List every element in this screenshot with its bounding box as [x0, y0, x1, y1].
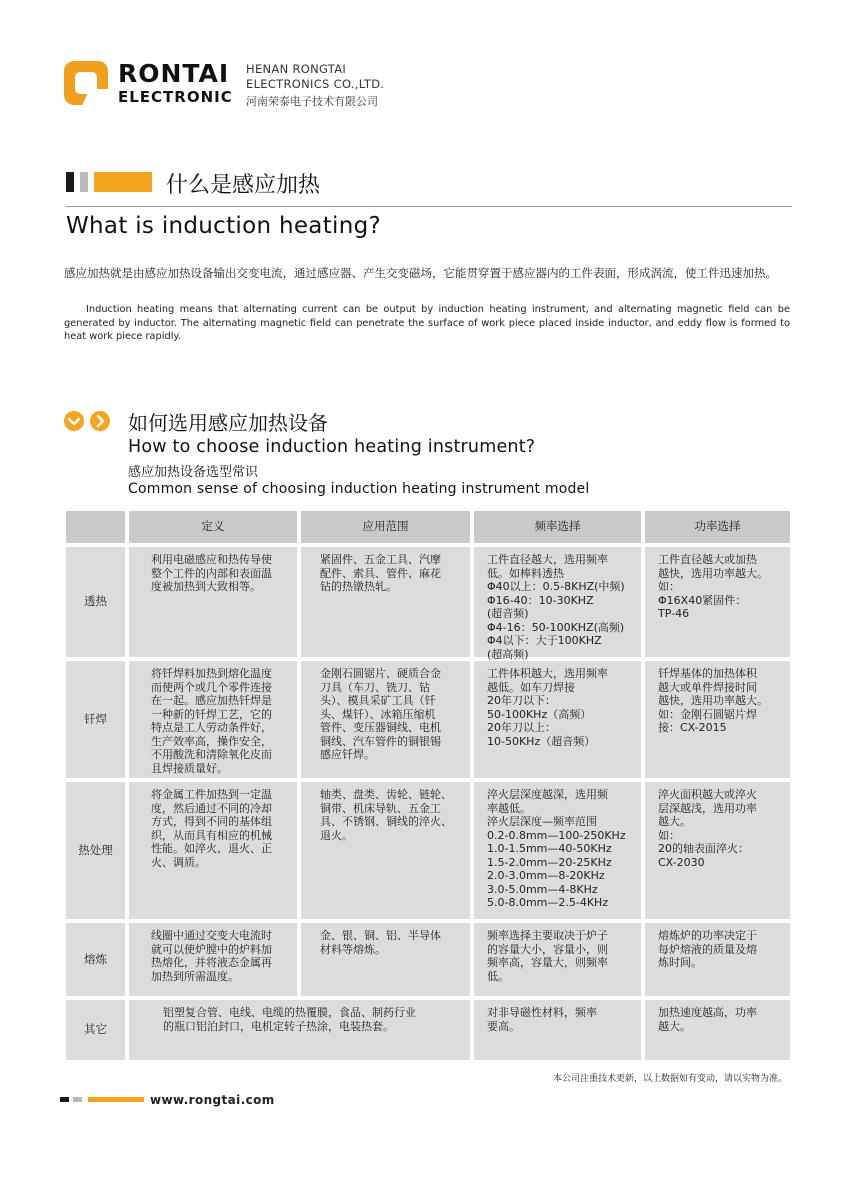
cell-line: 就可以使炉膛中的炉料加	[151, 942, 272, 956]
table-cell-frequency	[474, 782, 641, 919]
cell-line: 每炉熔液的质量及熔	[658, 942, 757, 956]
section2-title-en: How to choose induction heating instrument?	[128, 437, 536, 457]
cell-line: 钎焊基体的加热体积	[658, 667, 757, 680]
cell-line: 方式，得到不同的基体组	[151, 815, 272, 828]
company-name-en-line2: ELECTRONICS CO.,LTD.	[246, 77, 385, 91]
cell-line: 越快，选用功率越大。	[658, 566, 768, 580]
cell-line: 加热到所需温度。	[151, 969, 239, 983]
cell-line: (超高频)	[487, 647, 529, 661]
cell-line: 性能。如淬火、退火、正	[151, 842, 272, 855]
cell-line: 低。如棒料透热	[487, 566, 564, 580]
cell-line: 将钎焊料加热到熔化温度	[151, 667, 272, 680]
footer-bar-dark	[60, 1097, 69, 1102]
company-name-en	[246, 62, 384, 92]
cell-line: 感应钎焊。	[320, 748, 375, 761]
chevron-right-icon	[90, 411, 110, 431]
cell-line: (超音频)	[487, 607, 529, 620]
table-cell-power	[645, 547, 790, 657]
cell-line: 工件直径越大，选用频率	[487, 553, 608, 566]
cell-line: 要高。	[487, 1019, 520, 1033]
table-cell-application	[301, 661, 470, 778]
table-cell-definition-application	[129, 1000, 470, 1060]
table-cell-definition	[129, 782, 297, 919]
logo-wordmark: RONTAI	[118, 59, 230, 88]
cell-line: 越大。	[658, 815, 691, 828]
cell-line: 一种新的钎焊工艺，它的	[151, 707, 272, 721]
cell-line: 接：CX-2015	[658, 721, 727, 734]
cell-line: 生产效率高，操作安全，	[151, 734, 272, 748]
table-header-cell: 应用范围	[301, 511, 470, 543]
cell-line: Φ16-40：10-30KHZ	[487, 593, 594, 607]
footer-bar-orange	[88, 1097, 144, 1102]
cell-line: 2.0-3.0mm—8-20KHz	[487, 869, 605, 882]
cell-line: 不用酸洗和清除氧化皮而	[151, 748, 272, 761]
cell-line: 对非导磁性材料，频率	[487, 1006, 597, 1019]
section1-title-en: What is induction heating?	[66, 213, 381, 239]
cell-line: 1.0-1.5mm—40-50KHz	[487, 842, 612, 855]
company-name-en-line1: HENAN RONGTAI	[246, 62, 347, 76]
table-cell-power	[645, 1000, 790, 1060]
section-divider	[66, 206, 792, 207]
row-label: 熔炼	[66, 923, 125, 996]
cell-line: 而使两个或几个零件连接	[151, 680, 272, 694]
cell-line: 的容量大小，容量小，则	[487, 942, 608, 956]
cell-line: 5.0-8.0mm—2.5-4KHz	[487, 896, 609, 909]
cell-line: 加热速度越高，功率	[658, 1006, 757, 1019]
section1-title-zh: 什么是感应加热	[166, 173, 321, 198]
cell-line: 1.5-2.0mm—20-25KHz	[487, 855, 612, 869]
cell-line: 10-50KHz（超音频）	[487, 734, 596, 748]
cell-line: 材料等熔炼。	[320, 942, 386, 956]
table-cell-power	[645, 782, 790, 919]
heading-bar-orange	[94, 172, 152, 192]
cell-line: 火、调质。	[151, 855, 206, 869]
cell-line: 铝塑复合管、电线、电缆的热覆膜，食品、制药行业	[163, 1006, 416, 1019]
cell-line: 50-100KHz（高频）	[487, 707, 592, 721]
cell-line: 越大或单件焊接时间	[658, 680, 757, 694]
cell-line: 0.2-0.8mm—100-250KHz	[487, 828, 626, 842]
table-cell-frequency	[474, 1000, 641, 1060]
section2-subtitle-en: Common sense of choosing induction heating instrument model	[128, 481, 590, 497]
cell-line: 的瓶口铝泊封口，电机定转子热涂，电装热套。	[163, 1019, 394, 1033]
cell-line: 铜带、机床导轨、五金工	[320, 801, 441, 815]
cell-line: TP-46	[658, 607, 690, 620]
cell-line: 轴类、盘类、齿轮、链轮、	[320, 788, 452, 801]
row-label: 钎焊	[66, 661, 125, 778]
cell-line: 退火。	[320, 828, 353, 842]
cell-line: 管件、变压器铜线、电机	[320, 721, 441, 734]
cell-line: 淬火层深度越深，选用频	[487, 788, 608, 801]
cell-line: 越低。如车刀焊接	[487, 680, 575, 694]
table-header-corner	[66, 511, 125, 543]
table-header-cell: 功率选择	[645, 511, 790, 543]
table-header-cell: 定义	[129, 511, 297, 543]
cell-line: 线圈中通过交变大电流时	[151, 929, 272, 942]
cell-line: 头、煤钎）、冰箱压缩机	[320, 707, 436, 721]
row-label: 透热	[66, 547, 125, 657]
cell-line: 热熔化，并将液态金属再	[151, 956, 272, 969]
cell-line: 淬火面积越大或淬火	[658, 788, 757, 801]
table-cell-definition	[129, 661, 297, 778]
cell-line: 频率高，容量大，则频率	[487, 956, 608, 969]
logo-subtitle: ELECTRONIC	[118, 88, 233, 106]
cell-line: 金、银、铜、铝、半导体	[320, 929, 441, 942]
intro-paragraph-en: Induction heating means that alternating current can be output by induction heating instrument, and alternating magnetic field can be generated by inductor. The alternating magnetic field can penetrate the surface of work piece placed inside inductor, and eddy flow is formed to heat work piece rapidly.	[64, 304, 790, 342]
cell-line: 20年刀以上：	[487, 721, 556, 734]
cell-line: 如：	[658, 580, 680, 593]
table-cell-application	[301, 782, 470, 919]
table-cell-frequency	[474, 923, 641, 996]
table-cell-application	[301, 923, 470, 996]
cell-line: 特点是工人劳动条件好，	[151, 721, 272, 734]
cell-line: 20的轴表面淬火：	[658, 842, 749, 855]
table-cell-definition	[129, 547, 297, 657]
cell-line: 熔炼炉的功率决定于	[658, 929, 757, 942]
footer-bar-gray	[73, 1097, 82, 1102]
cell-line: 头）、模具采矿工具（钎	[320, 694, 436, 707]
table-cell-definition	[129, 923, 297, 996]
cell-line: 金刚石圆锯片、硬质合金	[320, 667, 441, 680]
cell-line: 且焊接质量好。	[151, 761, 228, 775]
cell-line: 刀具（车刀、铣刀、钻	[320, 680, 430, 694]
cell-line: 紧固件、五金工具、汽摩	[320, 553, 441, 566]
table-cell-frequency	[474, 547, 641, 661]
cell-line: 淬火层深度—频率范围	[487, 815, 597, 828]
row-label: 其它	[66, 1000, 125, 1060]
cell-line: 在一起。感应加热钎焊是	[151, 694, 272, 707]
logo-icon	[64, 61, 108, 105]
cell-line: 利用电磁感应和热传导使	[151, 553, 272, 566]
cell-line: 如：	[658, 828, 680, 842]
cell-line: 配件、索具、管件、麻花	[320, 566, 441, 580]
chevron-down-icon	[64, 411, 84, 431]
cell-line: 低。	[487, 969, 509, 983]
cell-line: 层深越浅，选用功率	[658, 801, 757, 815]
cell-line: 越大。	[658, 1019, 691, 1033]
cell-line: 20年刀以下：	[487, 694, 556, 707]
cell-line: 越快，选用功率越大。	[658, 694, 768, 707]
row-label: 热处理	[66, 782, 125, 919]
cell-line: 3.0-5.0mm—4-8KHz	[487, 882, 598, 896]
cell-line: Φ4以下：大于100KHZ	[487, 634, 602, 647]
website-link[interactable]: www.rongtai.com	[150, 1093, 275, 1107]
company-name-zh: 河南荣泰电子技术有限公司	[246, 95, 378, 108]
cell-line: 钻的热镦热轧。	[320, 580, 397, 593]
cell-line: 炼时间。	[658, 956, 702, 969]
cell-line: 工件直径越大或加热	[658, 553, 757, 566]
table-header-cell: 频率选择	[474, 511, 641, 543]
cell-line: Φ4-16：50-100KHZ(高频)	[487, 620, 625, 634]
intro-paragraph-zh: 感应加热就是由感应加热设备输出交变电流，通过感应器、产生交变磁场，它能贯穿置于感应器内的工件表面，形成涡流，使工件迅速加热。	[64, 266, 777, 280]
cell-line: 整个工件的内部和表面温	[151, 566, 272, 580]
cell-line: 铜线、汽车管件的铜银锡	[320, 734, 441, 748]
table-cell-power	[645, 923, 790, 996]
heading-bar-gray	[80, 172, 88, 192]
disclaimer-note: 本公司注重技术更新，以上数据如有变动，请以实物为准。	[552, 1074, 787, 1084]
cell-line: 具、不锈钢、铜线的淬火、	[320, 815, 452, 828]
cell-line: 度，然后通过不同的冷却	[151, 801, 272, 815]
cell-line: Φ16X40紧固件：	[658, 593, 747, 607]
cell-line: Φ40以上：0.5-8KHZ(中频)	[487, 580, 625, 593]
cell-line: 将金属工件加热到一定温	[151, 788, 272, 801]
cell-line: 度被加热到大致相等。	[151, 580, 261, 593]
section2-subtitle-zh: 感应加热设备选型常识	[128, 465, 259, 480]
section2-title-zh: 如何选用感应加热设备	[128, 411, 328, 435]
cell-line: 如：金刚石圆锯片焊	[658, 707, 757, 721]
heading-bar-dark	[66, 172, 74, 192]
table-cell-application	[301, 547, 470, 657]
cell-line: 率越低。	[487, 801, 531, 815]
cell-line: 织，从而具有相应的机械	[151, 828, 272, 842]
cell-line: 工件体积越大，选用频率	[487, 667, 608, 680]
table-cell-power	[645, 661, 790, 778]
cell-line: CX-2030	[658, 855, 705, 869]
cell-line: 频率选择主要取决于炉子	[487, 929, 608, 942]
table-cell-frequency	[474, 661, 641, 778]
